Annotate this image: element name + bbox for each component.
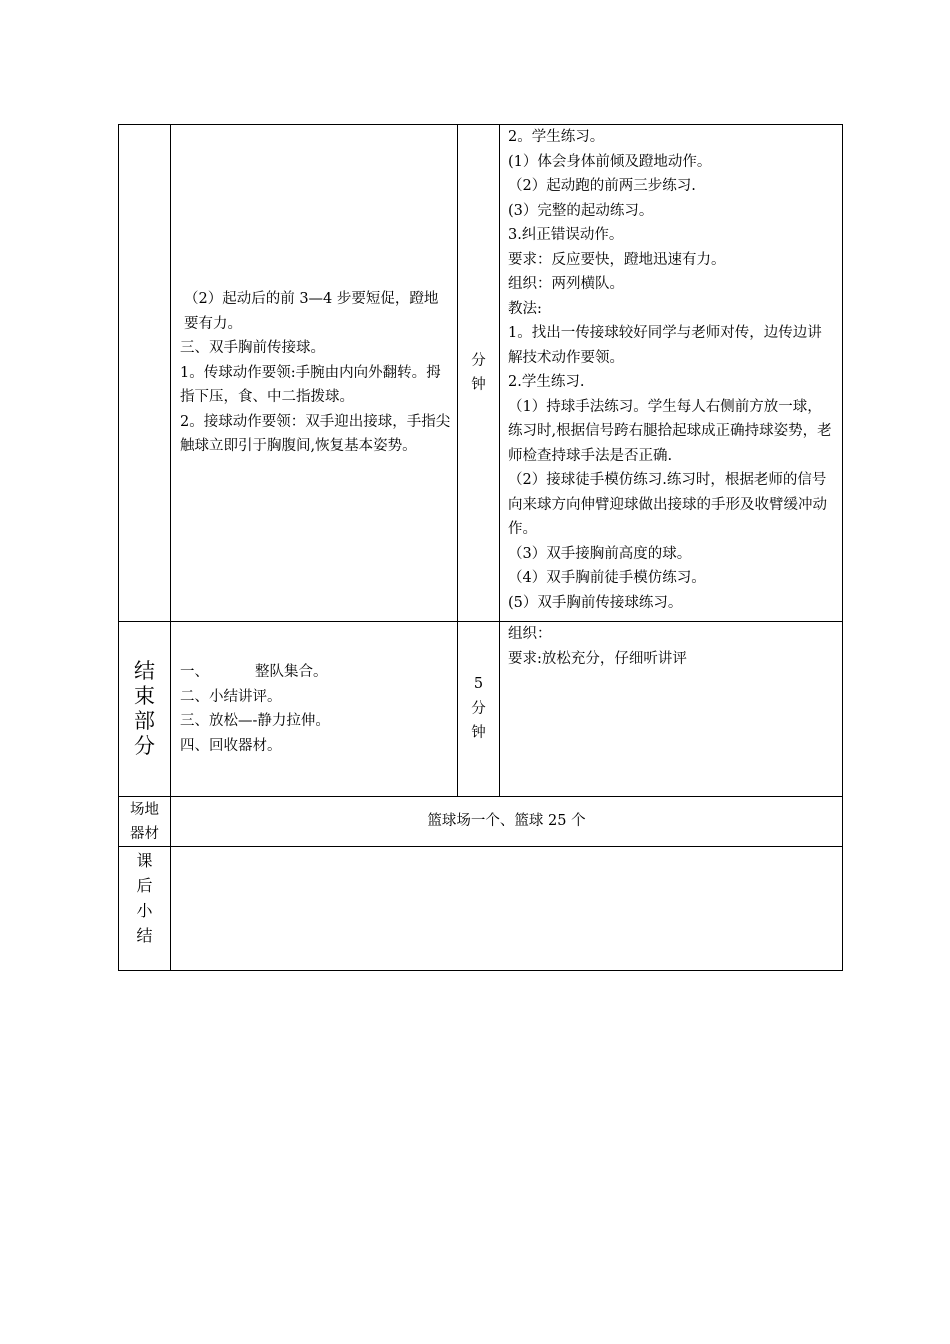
content-line: 二、小结讲评。 xyxy=(180,688,282,705)
content-line xyxy=(180,660,451,685)
summary-label-cell xyxy=(119,847,171,971)
lesson-plan-table xyxy=(118,124,843,971)
requirement-line: 要求:放松充分，仔细听讲评 xyxy=(508,650,687,667)
method-line: 组织：两列横队。 xyxy=(508,276,624,292)
content-line: 四、回收器材。 xyxy=(180,737,282,754)
equipment-label-cell xyxy=(119,797,171,847)
method-line: （4）双手胸前徒手模仿练习。 xyxy=(508,570,706,586)
method-line: 2.学生练习. xyxy=(508,374,585,390)
time-char: 分 xyxy=(471,700,486,717)
label-char: 结 xyxy=(134,659,155,683)
method-line: 3.纠正错误动作。 xyxy=(508,227,624,243)
method-cell xyxy=(500,125,843,622)
label-text: 器材 xyxy=(130,825,159,842)
section-label-cell xyxy=(119,622,171,797)
content-line: （2）起动后的前 3—4 步要短促，蹬地要有力。 xyxy=(184,291,439,332)
content-line: 2。接球动作要领：双手迎出接球，手指尖触球立即引于胸腹间,恢复基本姿势。 xyxy=(180,413,451,455)
time-cell xyxy=(458,125,500,622)
label-char: 课 xyxy=(136,851,153,870)
section-label-cell xyxy=(119,125,171,622)
table-row-practice xyxy=(119,125,843,622)
time-char: 钟 xyxy=(471,377,486,393)
time-cell xyxy=(458,622,500,797)
content-line: 1。传球动作要领:手腕由内向外翻转。拇指下压，食、中二指拨球。 xyxy=(180,364,441,406)
label-char: 后 xyxy=(136,876,153,895)
label-char: 小 xyxy=(136,901,153,920)
label-char: 束 xyxy=(134,684,155,708)
content-line: 三、放松—-静力拉伸。 xyxy=(180,713,330,729)
label-text: 场地 xyxy=(130,801,159,818)
method-line: 要求：反应要快，蹬地迅速有力。 xyxy=(508,251,726,268)
time-char: 分 xyxy=(471,352,486,369)
section-label xyxy=(119,659,170,759)
summary-value-cell xyxy=(171,847,843,971)
method-line: 1。找出一传接球较好同学与老师对传，边传边讲解技术动作要领。 xyxy=(508,325,822,366)
content-cell xyxy=(171,125,458,622)
method-line: (3）完整的起动练习。 xyxy=(508,202,654,219)
method-line: （1）持球手法练习。学生每人右侧前方放一球，练习时,根据信号跨右腿拾起球成正确持球姿势，老师检查持球手法是否正确. xyxy=(508,398,832,464)
equipment-value-cell xyxy=(171,797,843,847)
content-line: 三、双手胸前传接球。 xyxy=(180,340,325,357)
table-row-equipment xyxy=(119,797,843,847)
method-line: (5）双手胸前传接球练习。 xyxy=(508,594,683,611)
method-line: （2）起动跑的前两三步练习. xyxy=(508,178,696,194)
method-line: （2）接球徒手模仿练习.练习时，根据老师的信号向来球方向伸臂迎球做出接球的手形及收臂缓冲动作。 xyxy=(508,472,827,537)
time-char: 5 xyxy=(473,676,484,693)
method-cell xyxy=(500,622,843,797)
org-label: 组织： xyxy=(508,626,552,642)
method-line: （3）双手接胸前高度的球。 xyxy=(508,545,692,562)
method-line: 2。学生练习。 xyxy=(508,129,605,145)
label-char: 部 xyxy=(134,709,155,733)
method-line: (1）体会身体前倾及蹬地动作。 xyxy=(508,153,712,170)
label-char: 结 xyxy=(136,926,153,945)
list-number: 一、 xyxy=(180,664,209,680)
table-row-ending xyxy=(119,622,843,797)
equipment-text: 篮球场一个、篮球 25 个 xyxy=(427,813,586,830)
list-text: 整队集合。 xyxy=(255,664,328,680)
content-cell xyxy=(171,622,458,797)
label-char: 分 xyxy=(134,734,155,758)
time-char: 钟 xyxy=(471,725,486,742)
method-line: 教法: xyxy=(508,300,542,317)
table-row-summary xyxy=(119,847,843,971)
